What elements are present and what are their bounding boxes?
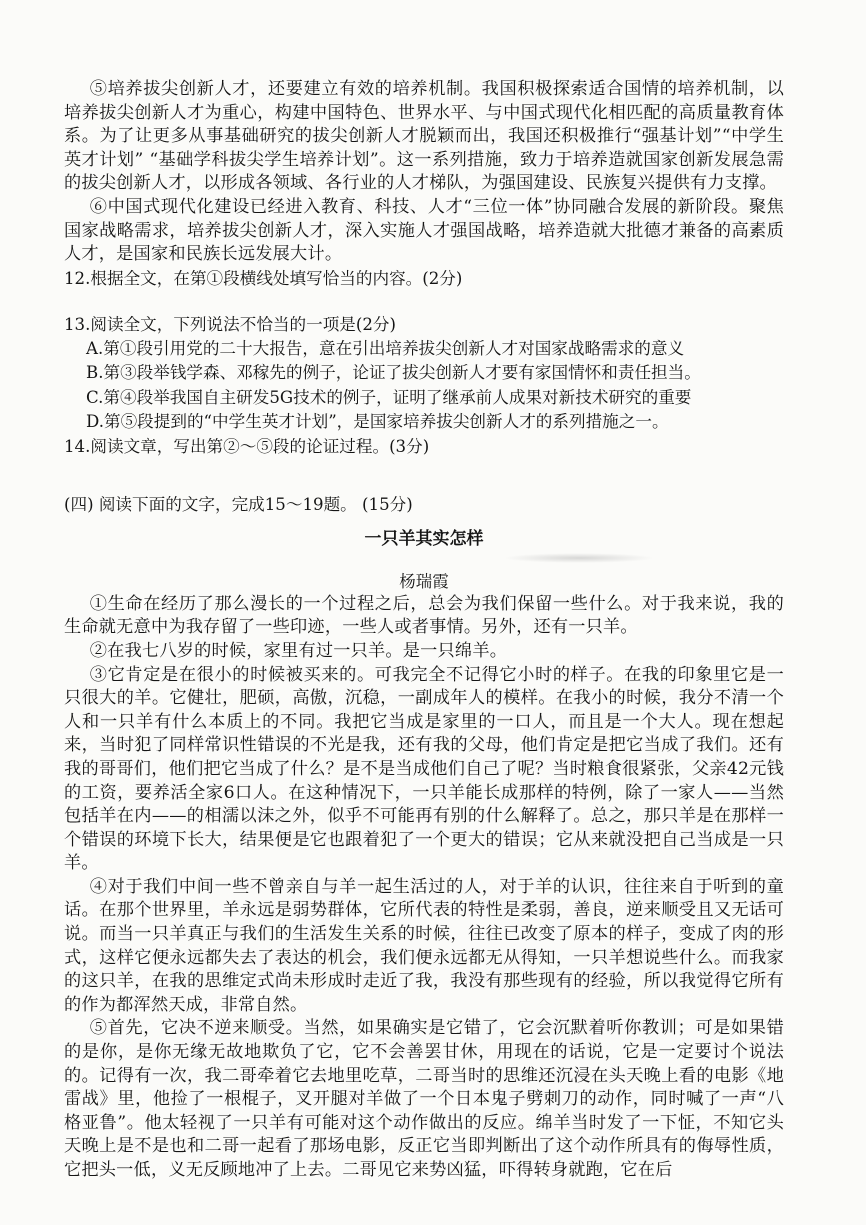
article-paragraph-5: ⑤首先，它决不逆来顺受。当然，如果确实是它错了，它会沉默着听你教训；可是如果错的是你，是你无缘无故地欺负了它，它不会善罢甘休，用现在的话说，它是一定要讨个说法的。记得有一次，我二哥牵着它去地里吃草，二哥当时的思维还沉浸在头天晚上看的电影《地雷战》里，他捡了一根棍子，叉开腿对羊做了一个日本鬼子劈刺刀的动作，同时喊了一声“八格亚鲁”。他太轻视了一只羊有可能对这个动作做出的反应。绵羊当时发了一下怔，不知它头天晚上是不是也和二哥一起看了那场电影，反正它当即判断出了这个动作所具有的侮辱性质，它把头一低，义无反顾地冲了上去。二哥见它来势凶猛，吓得转身就跑，它在后 — [64, 1018, 784, 1180]
passage-paragraph-6: ⑥中国式现代化建设已经进入教育、科技、人才“三位一体”协同融合发展的新阶段。聚焦国家战略需求，培养拔尖创新人才，深入实施人才强国战略，培养造就大批德才兼备的高素质人才，是国家和民族长远发展大计。 — [64, 196, 784, 265]
article-paragraph-4: ④对于我们中间一些不曾亲自与羊一起生活过的人，对于羊的认识，往往来自于听到的童话。在那个世界里，羊永远是弱势群体，它所代表的特性是柔弱，善良，逆来顺受且又无话可说。而当一只羊真正与我们的生活发生关系的时候，往往已改变了原本的样子，变成了肉的形式，这样它便永远都失去了表达的机会，我们便永远都无从得知，一只羊想说些什么。而我家的这只羊，在我的思维定式尚未形成时走近了我，我没有那些现有的经验，所以我觉得它所有的作为都浑然天成，非常自然。 — [64, 876, 784, 1015]
question-13-option-b: B.第③段举钱学森、邓稼先的例子，论证了拔尖创新人才要有家国情怀和责任担当。 — [86, 363, 701, 383]
article-title: 一只羊其实怎样 — [364, 528, 484, 549]
exam-page — [64, 78, 784, 1183]
question-13-option-c: C.第④段举我国自主研发5G技术的例子，证明了继承前人成果对新技术研究的重要 — [86, 387, 692, 407]
article-author: 杨瑞霞 — [399, 571, 449, 591]
section-4-heading: (四) 阅读下面的文字，完成15～19题。 (15分) — [64, 494, 413, 514]
scan-smudge — [64, 551, 784, 569]
article-paragraph-1: ①生命在经历了那么漫长的一个过程之后，总会为我们保留一些什么。对于我来说，我的生命就无意中为我存留了一些印迹，一些人或者事情。另外，还有一只羊。 — [64, 593, 784, 638]
article-paragraph-3: ③它肯定是在很小的时候被买来的。可我完全不记得它小时的样子。在我的印象里它是一只很大的羊。它健壮，肥硕，高傲，沉稳，一副成年人的模样。在我小的时候，我分不清一个人和一只羊有什么本质上的不同。我把它当成是家里的一口人，而且是一个大人。现在想起来，当时犯了同样常识性错误的不光是我，还有我的父母，他们肯定是把它当成了我们。还有我的哥哥们，他们把它当成了什么？是不是当成他们自己了呢？当时粮食很紧张，父亲42元钱的工资，要养活全家6口人。在这种情况下，一只羊能长成那样的特例，除了一家人——当然包括羊在内——的相濡以沫之外，似乎不可能再有别的什么解释了。总之，那只羊是在那样一个错误的环境下长大，结果便是它也跟着犯了一个更大的错误；它从来就没把自己当成是一只羊。 — [64, 664, 784, 874]
question-13-option-d: D.第⑤段提到的“中学生英才计划”，是国家培养拔尖创新人才的系列措施之一。 — [86, 412, 669, 432]
question-13: 13.阅读全文，下列说法不恰当的一项是(2分) — [64, 314, 396, 334]
question-13-option-a: A.第①段引用党的二十大报告，意在引出培养拔尖创新人才对国家战略需求的意义 — [86, 338, 685, 358]
article-paragraph-2: ②在我七八岁的时候，家里有过一只羊。是一只绵羊。 — [89, 640, 508, 661]
question-14: 14.阅读文章，写出第②～⑤段的论证过程。(3分) — [64, 436, 430, 456]
question-12: 12.根据全文，在第①段横线处填写恰当的内容。(2分) — [64, 268, 463, 288]
passage-paragraph-5: ⑤培养拔尖创新人才，还要建立有效的培养机制。我国积极探索适合国情的培养机制，以培养拔尖创新人才为重心，构建中国特色、世界水平、与中国式现代化相匹配的高质量教育体系。为了让更多从事基础研究的拔尖创新人才脱颖而出，我国还积极推行“强基计划”“中学生英才计划” “基础学科拔尖学生培养计划”。这一系列措施，致力于培养造就国家创新发展急需的拔尖创新人才，以形成各领域、各行业的人才梯队，为强国建设、民族复兴提供有力支撑。 — [64, 79, 784, 194]
